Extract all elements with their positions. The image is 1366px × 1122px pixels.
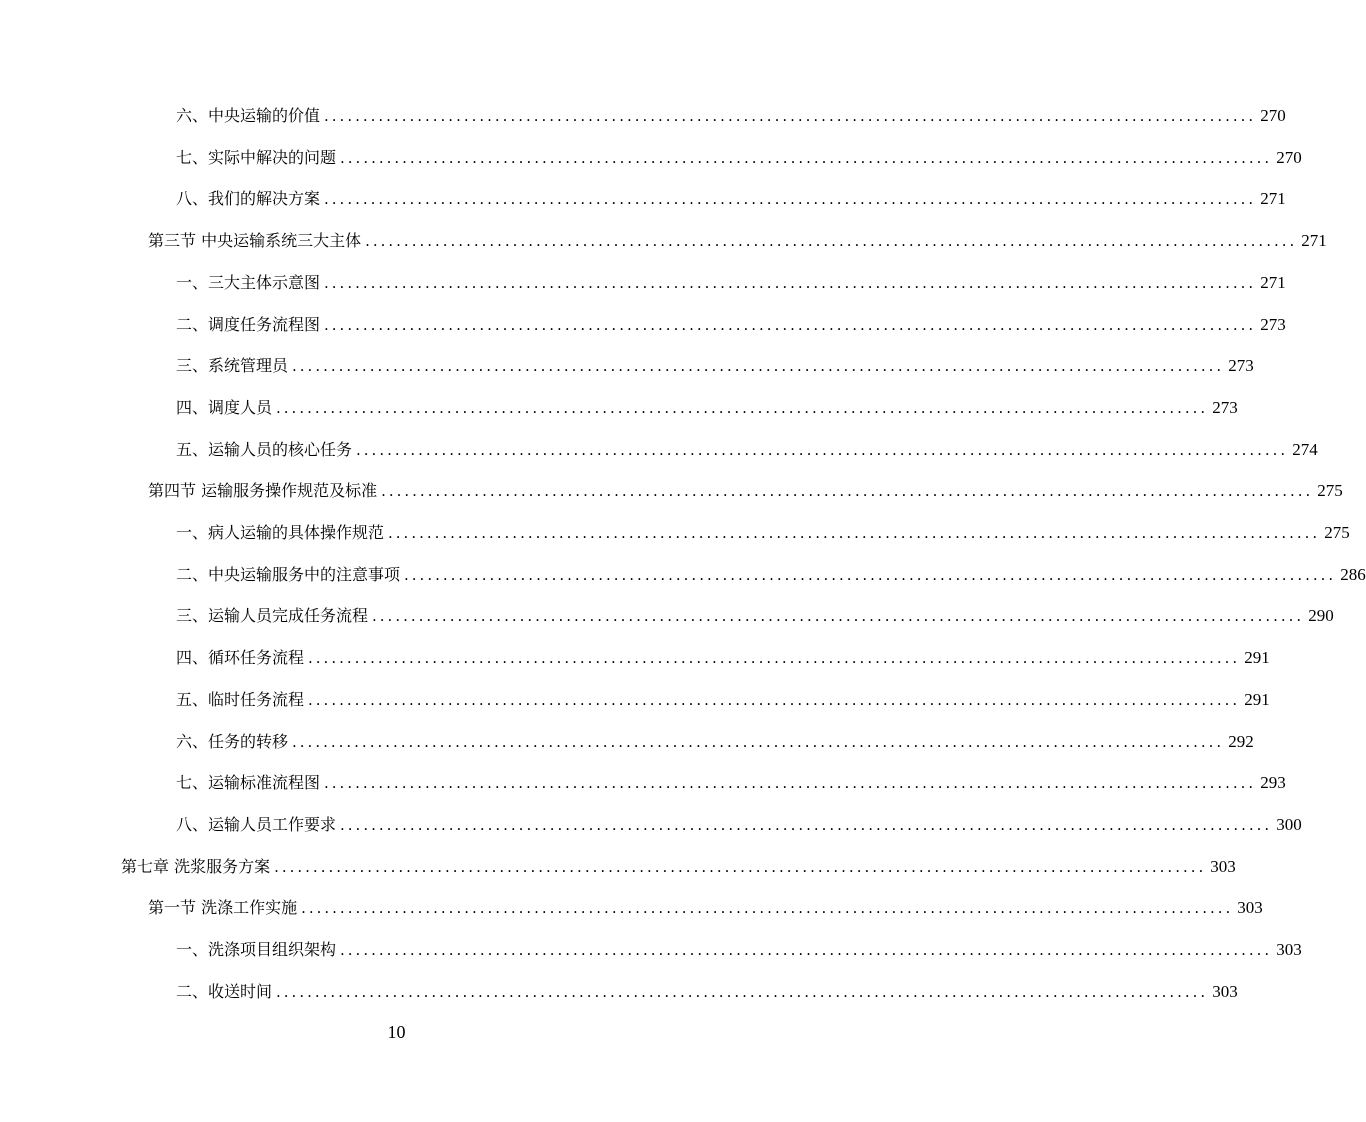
toc-entry[interactable] (121, 855, 1236, 879)
toc-entry-title: 第七章 洗浆服务方案 (121, 857, 271, 876)
toc-entry[interactable] (176, 146, 1302, 170)
toc-entry[interactable] (176, 688, 1270, 712)
toc-entry-title: 第三节 中央运输系统三大主体 (148, 231, 362, 250)
toc-entry-title: 七、实际中解决的问题 (176, 148, 337, 167)
toc-entry-page-number: 291 (1244, 648, 1270, 667)
toc-entry[interactable] (148, 479, 1343, 503)
dot-leader: ........................................................................................................................ (340, 816, 1273, 834)
toc-entry-page-number: 270 (1276, 148, 1302, 167)
toc-entry-page-number: 271 (1260, 189, 1286, 208)
toc-entry-title: 一、洗涤项目组织架构 (176, 940, 337, 959)
dot-leader: ........................................................................................................................ (324, 190, 1257, 208)
toc-entry[interactable] (176, 187, 1286, 211)
dot-leader: ........................................................................................................................ (292, 357, 1225, 375)
toc-entry[interactable] (176, 730, 1254, 754)
toc-entry-title: 二、中央运输服务中的注意事项 (176, 565, 401, 584)
toc-entry-title: 一、病人运输的具体操作规范 (176, 523, 385, 542)
toc-entry-page-number: 303 (1237, 898, 1263, 917)
toc-entry-page-number: 293 (1260, 773, 1286, 792)
toc-entry-title: 六、任务的转移 (176, 732, 289, 751)
toc-entry-title: 六、中央运输的价值 (176, 106, 321, 125)
dot-leader: ........................................................................................................................ (276, 983, 1209, 1001)
dot-leader: ........................................................................................................................ (274, 858, 1207, 876)
toc-entry-page-number: 303 (1276, 940, 1302, 959)
toc-entry-title: 四、循环任务流程 (176, 648, 305, 667)
toc-entry-page-number: 270 (1260, 106, 1286, 125)
toc-entry-title: 三、系统管理员 (176, 356, 289, 375)
dot-leader: ........................................................................................................................ (276, 399, 1209, 417)
dot-leader: ........................................................................................................................ (292, 733, 1225, 751)
toc-entry-title: 八、我们的解决方案 (176, 189, 321, 208)
dot-leader: ........................................................................................................................ (388, 524, 1321, 542)
toc-entry[interactable] (176, 980, 1238, 1004)
toc-entry[interactable] (176, 104, 1286, 128)
toc-entry[interactable] (176, 771, 1286, 795)
toc-entry-page-number: 273 (1212, 398, 1238, 417)
toc-entry-title: 第一节 洗涤工作实施 (148, 898, 298, 917)
toc-entry-page-number: 271 (1301, 231, 1327, 250)
toc-entry-title: 二、调度任务流程图 (176, 315, 321, 334)
dot-leader: ........................................................................................................................ (340, 149, 1273, 167)
dot-leader: ........................................................................................................................ (324, 274, 1257, 292)
toc-entry-title: 三、运输人员完成任务流程 (176, 606, 369, 625)
toc-entry[interactable] (176, 313, 1286, 337)
dot-leader: ........................................................................................................................ (324, 107, 1257, 125)
dot-leader: ........................................................................................................................ (308, 691, 1241, 709)
toc-entry[interactable] (176, 563, 1366, 587)
dot-leader: ........................................................................................................................ (381, 482, 1314, 500)
toc-entry-page-number: 271 (1260, 273, 1286, 292)
toc-entry[interactable] (176, 438, 1318, 462)
dot-leader: ........................................................................................................................ (324, 774, 1257, 792)
toc-entry-page-number: 303 (1210, 857, 1236, 876)
toc-entry-page-number: 291 (1244, 690, 1270, 709)
toc-entry-title: 五、临时任务流程 (176, 690, 305, 709)
toc-entry[interactable] (176, 521, 1350, 545)
toc-entry-page-number: 300 (1276, 815, 1302, 834)
dot-leader: ........................................................................................................................ (372, 607, 1305, 625)
toc-entry-title: 五、运输人员的核心任务 (176, 440, 353, 459)
toc-entry-title: 四、调度人员 (176, 398, 273, 417)
toc-entry-page-number: 303 (1212, 982, 1238, 1001)
toc-entry-page-number: 286 (1340, 565, 1366, 584)
dot-leader: ........................................................................................................................ (301, 899, 1234, 917)
toc-entry[interactable] (176, 396, 1238, 420)
toc-entry[interactable] (148, 896, 1263, 920)
toc-entry-page-number: 273 (1260, 315, 1286, 334)
toc-entry-page-number: 275 (1317, 481, 1343, 500)
toc-entry[interactable] (176, 271, 1286, 295)
toc-entry-title: 八、运输人员工作要求 (176, 815, 337, 834)
toc-entry[interactable] (176, 938, 1302, 962)
toc-entry[interactable] (176, 604, 1334, 628)
page-number: 10 (387, 1022, 406, 1042)
toc-entry-title: 一、三大主体示意图 (176, 273, 321, 292)
dot-leader: ........................................................................................................................ (356, 441, 1289, 459)
toc-entry-page-number: 290 (1308, 606, 1334, 625)
dot-leader: ........................................................................................................................ (365, 232, 1298, 250)
toc-entry[interactable] (148, 229, 1327, 253)
toc-entry[interactable] (176, 813, 1302, 837)
dot-leader: ........................................................................................................................ (404, 566, 1337, 584)
dot-leader: ........................................................................................................................ (324, 316, 1257, 334)
toc-entry-page-number: 275 (1324, 523, 1350, 542)
dot-leader: ........................................................................................................................ (340, 941, 1273, 959)
toc-entry-title: 第四节 运输服务操作规范及标准 (148, 481, 378, 500)
toc-entry-page-number: 273 (1228, 356, 1254, 375)
dot-leader: ........................................................................................................................ (308, 649, 1241, 667)
toc-entry-page-number: 292 (1228, 732, 1254, 751)
toc-entry-title: 七、运输标准流程图 (176, 773, 321, 792)
toc-entry-title: 二、收送时间 (176, 982, 273, 1001)
toc-entry-page-number: 274 (1292, 440, 1318, 459)
toc-entry[interactable] (176, 354, 1254, 378)
toc-entry[interactable] (176, 646, 1270, 670)
